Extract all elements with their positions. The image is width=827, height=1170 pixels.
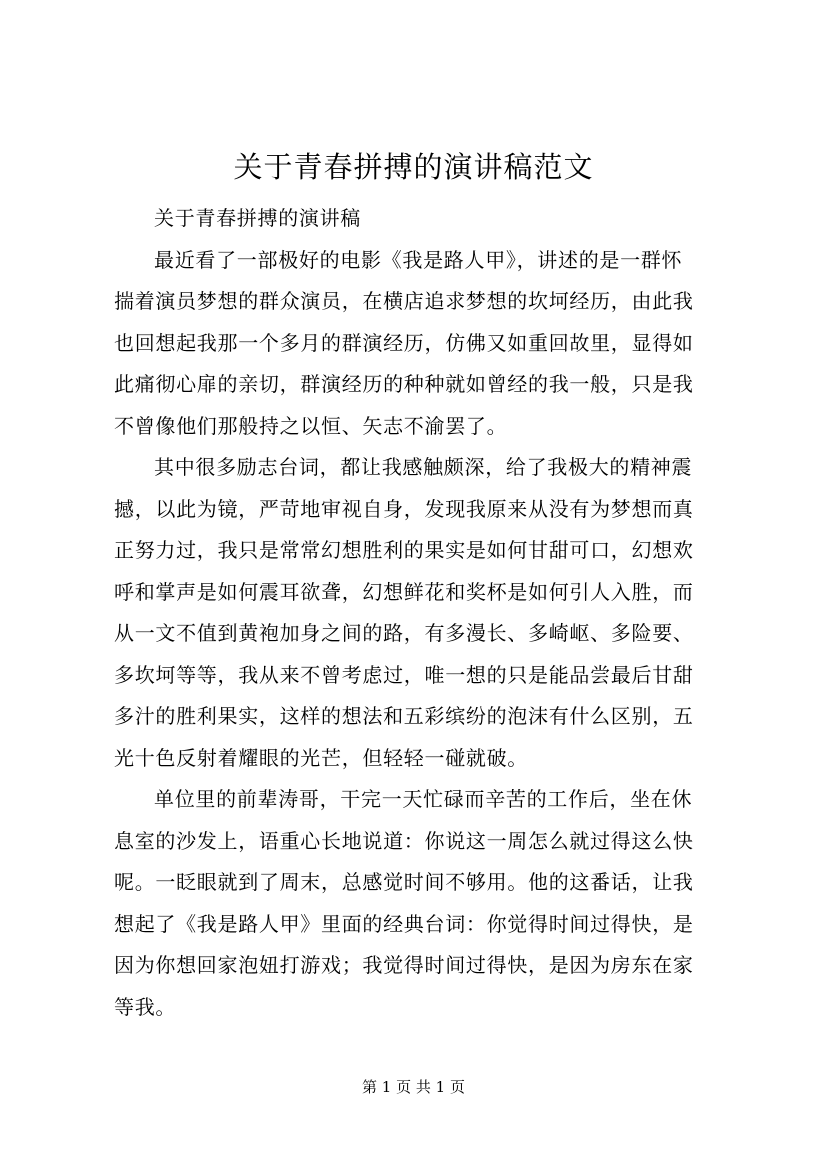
subtitle-line: 关于青春拼搏的演讲稿 — [154, 206, 361, 230]
paragraph-2-line-6: 多坎坷等等，我从来不曾考虑过，唯一想的只是能品尝最后甘甜 — [114, 662, 694, 687]
document-title: 关于青春拼搏的演讲稿范文 — [233, 150, 594, 184]
paragraph-2-line-4: 呼和掌声是如何震耳欲聋，幻想鲜花和奖杯是如何引人入胜，而 — [114, 579, 694, 604]
paragraph-1-line-5: 不曾像他们那般持之以恒、矢志不渝罢了。 — [114, 413, 508, 438]
paragraph-3-line-6: 等我。 — [114, 994, 177, 1019]
paragraph-1-line-3: 也回想起我那一个多月的群演经历，仿佛又如重回故里，显得如 — [114, 330, 694, 355]
paragraph-3-line-3: 呢。一眨眼就到了周末，总感觉时间不够用。他的这番话，让我 — [114, 870, 694, 894]
paragraph-2-line-2: 撼，以此为镜，严苛地审视自身，发现我原来从没有为梦想而真 — [114, 496, 694, 521]
paragraph-3-line-2: 息室的沙发上，语重心长地说道：你说这一周怎么就过得这么快 — [114, 828, 694, 853]
paragraph-2-line-1: 其中很多励志台词，都让我感触颇深，给了我极大的精神震 — [154, 455, 693, 479]
paragraph-2-line-3: 正努力过，我只是常常幻想胜利的果实是如何甘甜可口，幻想欢 — [114, 538, 694, 562]
paragraph-1-line-1: 最近看了一部极好的电影《我是路人甲》，讲述的是一群怀 — [154, 247, 683, 272]
paragraph-2-line-8: 光十色反射着耀眼的光芒，但轻轻一碰就破。 — [114, 745, 528, 770]
paragraph-3-line-5: 因为你想回家泡妞打游戏；我觉得时间过得快，是因为房东在家 — [114, 953, 694, 977]
paragraph-3-line-1: 单位里的前辈涛哥，干完一天忙碌而辛苦的工作后，坐在休 — [154, 787, 693, 811]
paragraph-1-line-4: 此痛彻心扉的亲切，群演经历的种种就如曾经的我一般，只是我 — [114, 372, 694, 396]
paragraph-2-line-5: 从一文不值到黄袍加身之间的路，有多漫长、多崎岖、多险要、 — [114, 621, 694, 645]
paragraph-2-line-7: 多汁的胜利果实，这样的想法和五彩缤纷的泡沫有什么区别，五 — [114, 704, 694, 728]
paragraph-1-line-2: 揣着演员梦想的群众演员，在横店追求梦想的坎坷经历，由此我 — [114, 289, 694, 313]
document-body — [114, 198, 714, 1028]
page-number-footer: 第 1 页 共 1 页 — [362, 1078, 465, 1096]
paragraph-3-line-4: 想起了《我是路人甲》里面的经典台词：你觉得时间过得快，是 — [114, 911, 694, 936]
